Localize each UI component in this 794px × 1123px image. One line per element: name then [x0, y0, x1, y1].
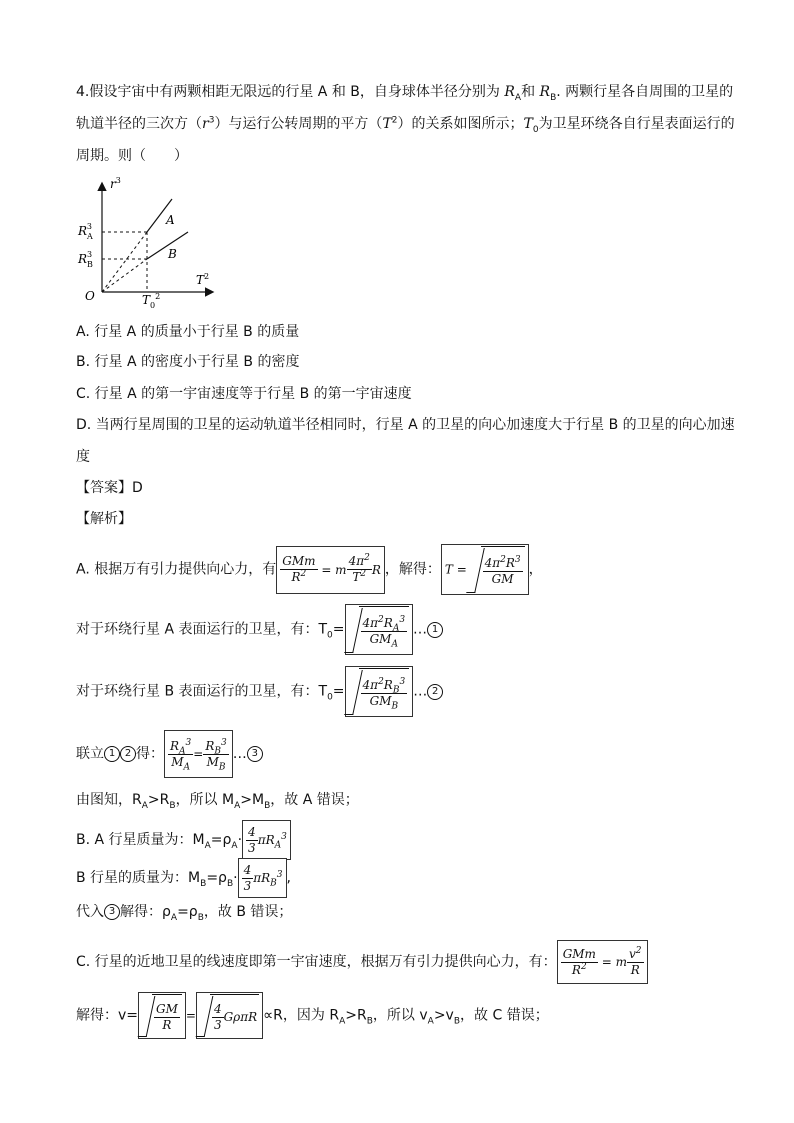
from-graph-line: 由图知，$R_A>R_B$，所以 $M_A>M_B$，故 A 错误； — [76, 792, 359, 811]
mass-b-line: B 行星的质量为：$M_B=\rho_B\cdot$ $\frac{4}{3}$ $\pi R_B^3$ , — [76, 858, 291, 898]
line-a-label: A — [166, 213, 175, 227]
r3-t2-graph — [72, 172, 222, 312]
option-c: C. 行星 A 的第一宇宙速度等于行星 B 的第一宇宙速度 — [76, 386, 412, 402]
rb-label: $R_B3$ — [78, 250, 93, 269]
option-d-continued: 度 — [76, 449, 90, 465]
analysis-a-line: A. 根据万有引力提供向心力，有 $\frac{\text{GMm}}{R^2}$ = m $\frac{4\pi^2}{T^2}$ R ，解得： T = $\frac{4\pi^2R^3}{GM}$ ， — [76, 544, 543, 595]
question-line-1: 4.假设宇宙中有两颗相距无限远的行星 A 和 B，自身球体半径分别为 $R_A$和 $R_B$. 两颗行星各自周围的卫星的 — [76, 84, 734, 103]
ra-label: $R_A3$ — [78, 222, 93, 241]
analysis-c-line: C. 行星的近地卫星的线速度即第一宇宙速度，根据万有引力提供向心力，有： $\frac{\text{GMm}}{R^2}$ = m $\frac{v^2}{R}$ — [76, 940, 648, 984]
solve-v-line: 解得：v= $\frac{GM}{R}$ = $\frac{4}{3}$ GρπR ∝R，因为 $R_A>R_B$，所以 $v_A>v_B$，故 C 错误； — [76, 992, 549, 1039]
formula-volume-b: $\frac{4}{3}$ $\pi R_B^3$ — [238, 858, 287, 898]
y-axis-label: $r^3$ — [110, 176, 121, 191]
substitute-line: 代入 3 解得：$\rho_A=\rho_B$，故 B 错误； — [76, 904, 293, 923]
analysis-label: 【解析】 — [76, 511, 132, 527]
satellite-a-line: 对于环绕行星 A 表面运行的卫星，有：$T_0=$ $\frac{4\pi^2R_A^3}{GM_A}$ … 1 — [76, 604, 443, 655]
formula-ratio: $\frac{R_A^3}{M_A}$ = $\frac{R_B^3}{M_B}$ — [164, 730, 233, 778]
mass-a-line: B. A 行星质量为：$M_A=\rho_A\cdot$ $\frac{4}{3}$ $\pi R_A^3$ — [76, 820, 291, 860]
option-d: D. 当两行星周围的卫星的运动轨道半径相同时，行星 A 的卫星的向心加速度大于行星 B 的卫星的向心加速 — [76, 417, 735, 433]
line-b-label: B — [168, 247, 177, 261]
formula-v-gm: $\frac{GM}{R}$ — [138, 992, 186, 1039]
combine-line: 联立 1 2 得： $\frac{R_A^3}{M_A}$ = $\frac{R_B^3}{M_B}$ … 3 — [76, 730, 263, 778]
origin-label: O — [85, 289, 95, 303]
option-a: A. 行星 A 的质量小于行星 B 的质量 — [76, 324, 300, 340]
question-line-3: 周期。则（ ） — [76, 148, 188, 164]
formula-gravity: $\frac{\text{GMm}}{R^2}$ = m $\frac{4\pi^2}{T^2}$ R — [276, 546, 385, 594]
formula-t0-a: $\frac{4\pi^2R_A^3}{GM_A}$ — [345, 604, 414, 655]
question-line-2: 轨道半径的三次方$(r^3)$与运行公转周期的平方$(T^2)$的关系如图所示；$T_0$为卫星环绕各自行星表面运行的 — [76, 115, 735, 135]
answer-label: 【答案】D — [76, 480, 143, 496]
formula-t0-b: $\frac{4\pi^2R_B^3}{GM_B}$ — [345, 666, 414, 717]
x-axis-label: $T^2$ — [196, 272, 210, 287]
t0-label: $T_0^2$ — [142, 292, 161, 310]
satellite-b-line: 对于环绕行星 B 表面运行的卫星，有：$T_0=$ $\frac{4\pi^2R_B^3}{GM_B}$ … 2 — [76, 666, 443, 717]
line-b-dashed — [102, 259, 147, 292]
formula-v-rho: $\frac{4}{3}$ GρπR — [196, 992, 263, 1039]
option-b: B. 行星 A 的密度小于行星 B 的密度 — [76, 354, 300, 370]
formula-centripetal: $\frac{\text{GMm}}{R^2}$ = m $\frac{v^2}{R}$ — [557, 940, 648, 984]
formula-volume-a: $\frac{4}{3}$ $\pi R_A^3$ — [242, 820, 291, 860]
formula-period: T = $\frac{4\pi^2R^3}{GM}$ — [441, 544, 529, 595]
line-a-dashed — [102, 232, 147, 292]
